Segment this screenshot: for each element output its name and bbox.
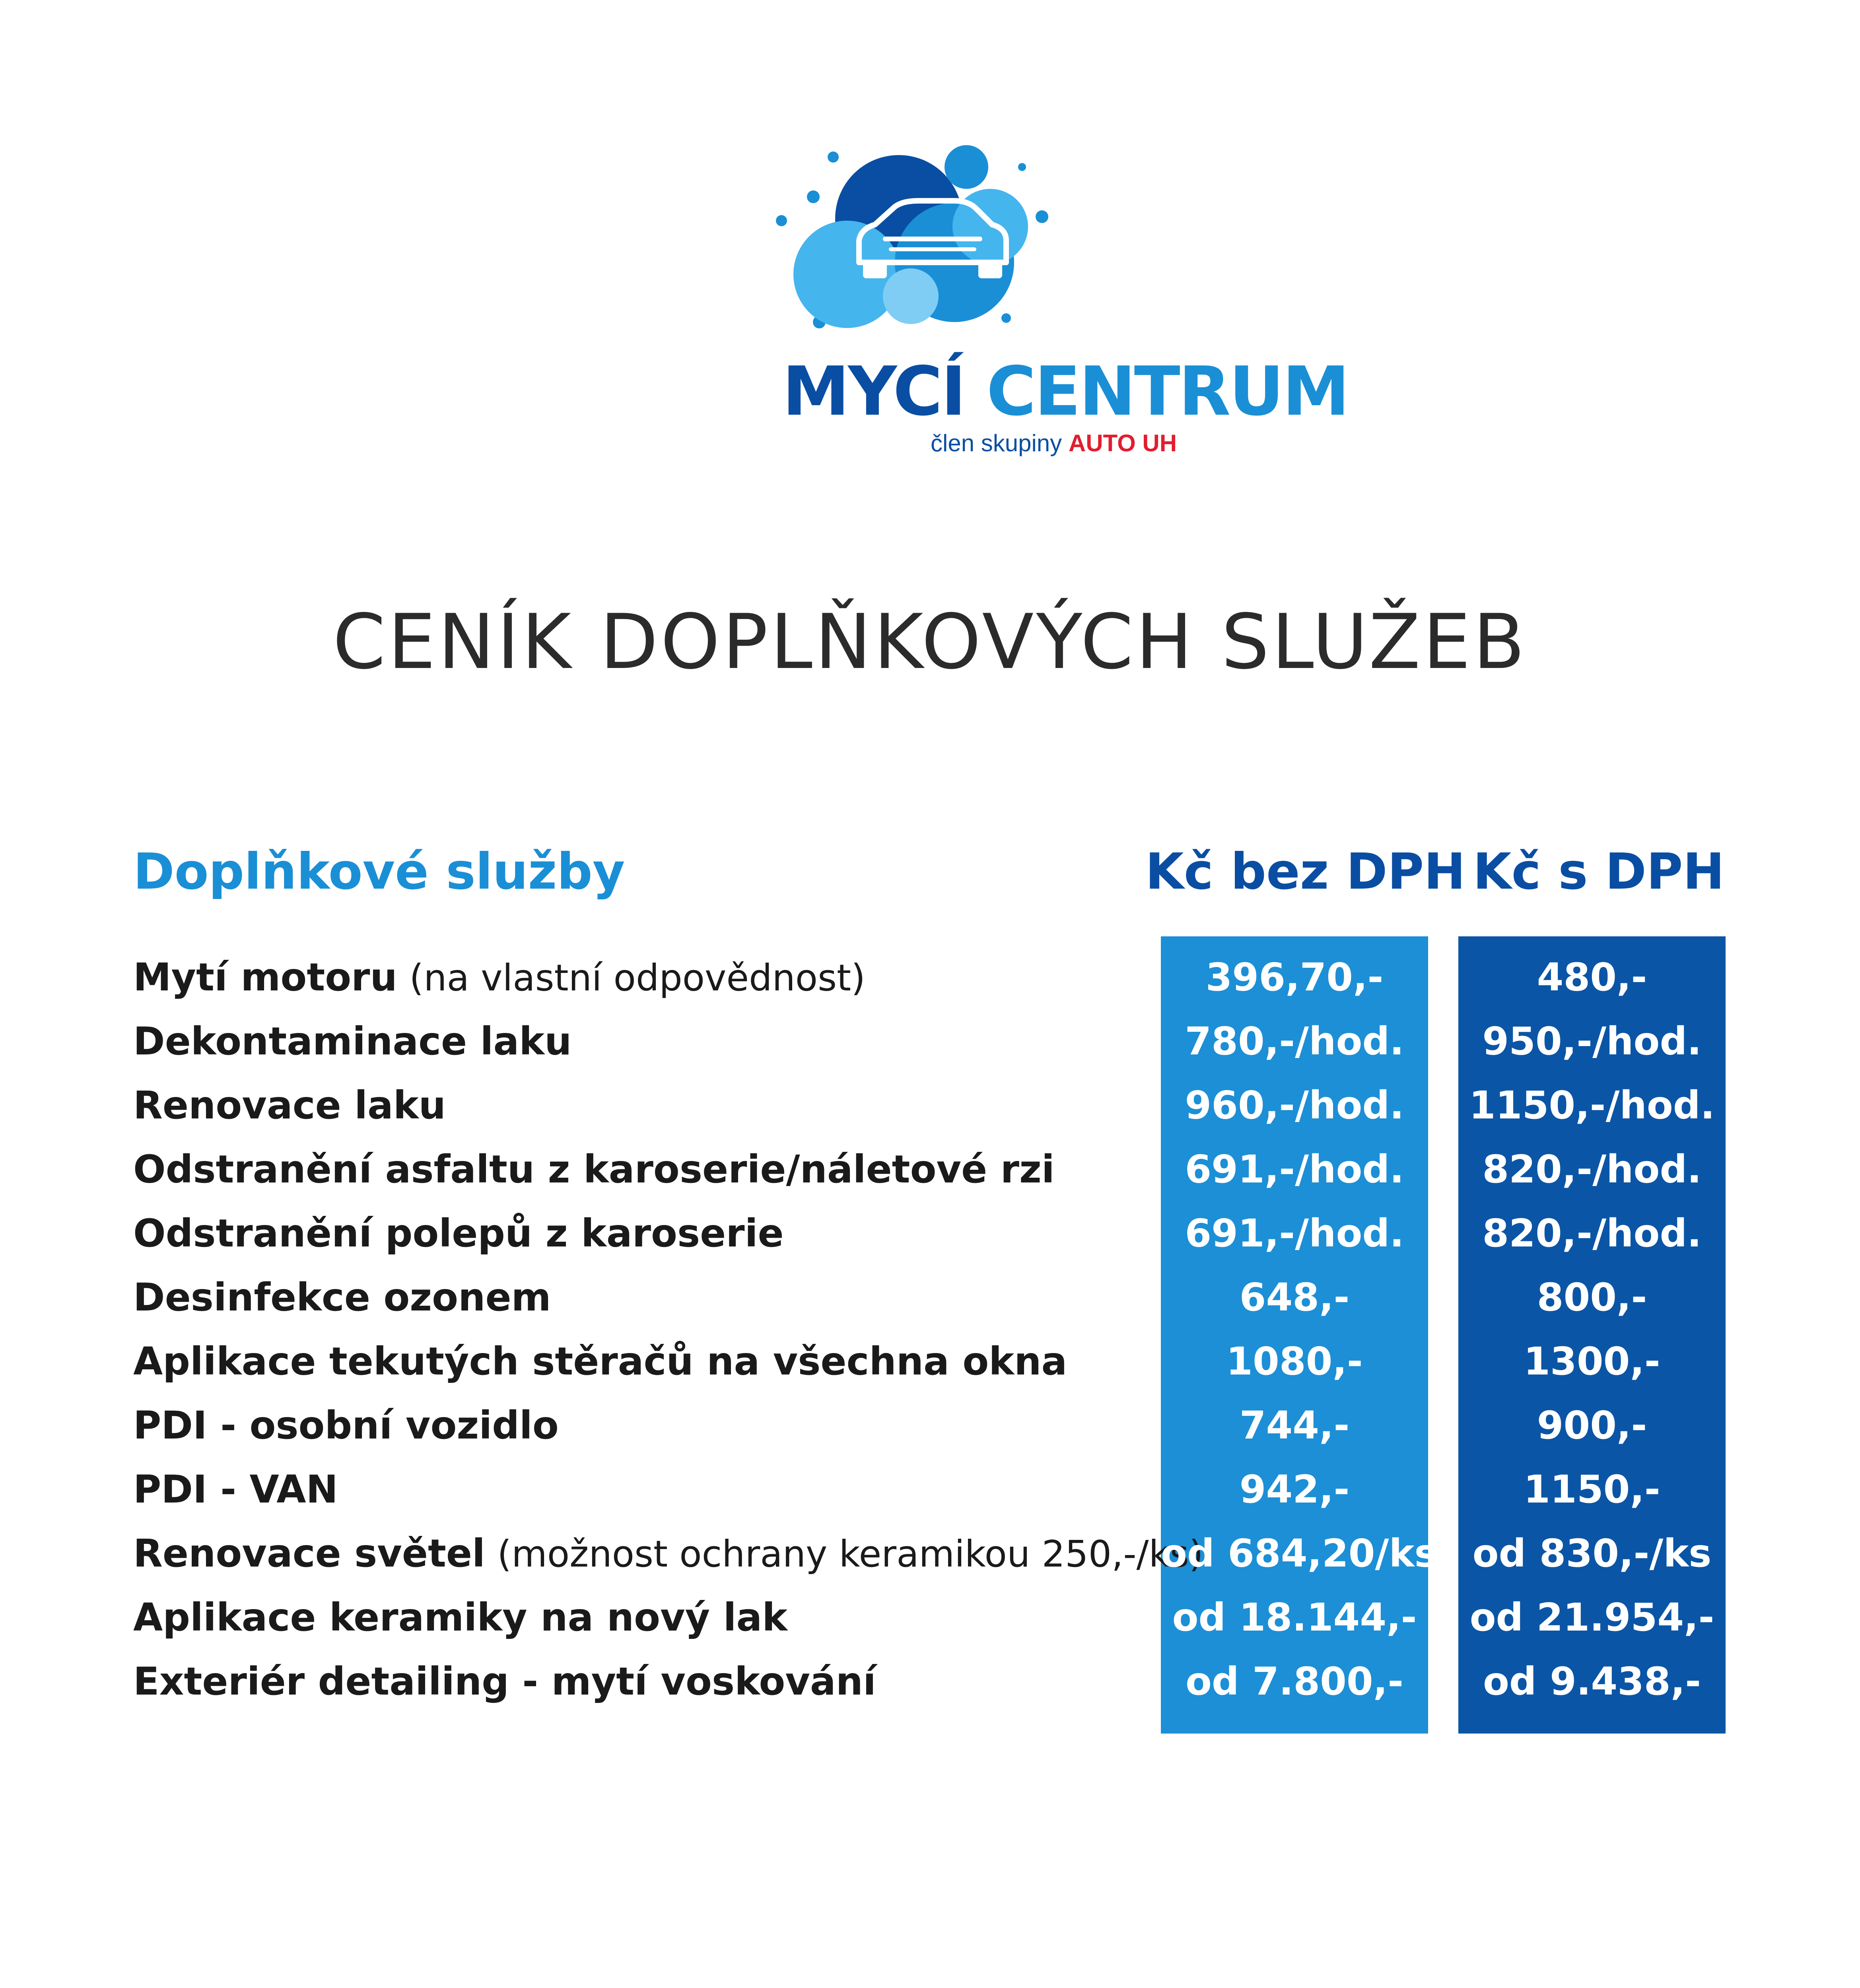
service-label (133, 955, 865, 1000)
service-name: Exteriér detailing - mytí voskování (133, 1659, 876, 1704)
price-table (0, 955, 1860, 1726)
table-row (0, 1211, 1860, 1278)
service-label (133, 1147, 1055, 1192)
price-gross: 900,- (1537, 1403, 1647, 1448)
service-label (133, 1467, 338, 1512)
price-net: od 7.800,- (1185, 1659, 1404, 1704)
brand-name-part2: CENTRUM (986, 352, 1348, 431)
table-row (0, 1339, 1860, 1406)
price-gross: 820,-/hod. (1482, 1147, 1702, 1192)
price-gross: od 9.438,- (1483, 1659, 1701, 1704)
service-name: Odstranění polepů z karoserie (133, 1211, 784, 1256)
table-row (0, 1019, 1860, 1086)
table-row (0, 1403, 1860, 1470)
service-name: PDI - osobní vozidlo (133, 1403, 559, 1448)
brand-subtitle-prefix: člen skupiny (931, 430, 1062, 456)
service-label (133, 1339, 1067, 1384)
brand-name (0, 352, 1860, 431)
price-gross: 480,- (1537, 955, 1647, 1000)
service-label (133, 1659, 876, 1704)
service-label (133, 1531, 1203, 1576)
service-name: Odstranění asfaltu z karoserie/náletové rzi (133, 1147, 1055, 1192)
price-net: 691,-/hod. (1185, 1211, 1404, 1256)
brand-subtitle-brand: AUTO UH (1068, 430, 1177, 456)
price-net: 1080,- (1226, 1339, 1363, 1384)
price-net: od 18.144,- (1172, 1595, 1417, 1640)
price-gross: 1300,- (1524, 1339, 1660, 1384)
column-header-net: Kč bez DPH (1145, 843, 1465, 901)
table-row (0, 1595, 1860, 1662)
service-name: Renovace světel (133, 1531, 485, 1576)
table-row (0, 955, 1860, 1022)
service-label (133, 1019, 572, 1064)
service-name: Aplikace tekutých stěračů na všechna okna (133, 1339, 1067, 1384)
service-label (133, 1595, 788, 1640)
service-label (133, 1403, 559, 1448)
column-header-gross: Kč s DPH (1473, 843, 1725, 901)
service-note: (možnost ochrany keramikou 250,-/ks) (497, 1533, 1203, 1575)
price-gross: od 830,-/ks (1472, 1531, 1712, 1576)
price-gross: 800,- (1537, 1275, 1647, 1320)
price-net: 942,- (1239, 1467, 1350, 1512)
service-name: Dekontaminace laku (133, 1019, 572, 1064)
price-net: 960,-/hod. (1185, 1083, 1404, 1128)
service-label (133, 1083, 446, 1128)
price-gross: 820,-/hod. (1482, 1211, 1702, 1256)
service-name: Renovace laku (133, 1083, 446, 1128)
brand-subtitle (931, 431, 1209, 455)
price-gross: od 21.954,- (1469, 1595, 1714, 1640)
table-row (0, 1275, 1860, 1342)
table-row (0, 1531, 1860, 1598)
page-title: CENÍK DOPLŇKOVÝCH SLUŽEB (332, 598, 1528, 686)
price-net: 396,70,- (1205, 955, 1384, 1000)
section-heading: Doplňkové služby (133, 843, 625, 901)
service-name: Aplikace keramiky na nový lak (133, 1595, 788, 1640)
price-net: od 684,20/ks (1161, 1531, 1437, 1576)
price-gross: 1150,- (1524, 1467, 1660, 1512)
service-name: Mytí motoru (133, 955, 397, 1000)
table-row (0, 1083, 1860, 1150)
table-row (0, 1467, 1860, 1534)
service-name: Desinfekce ozonem (133, 1275, 551, 1320)
price-net: 780,-/hod. (1185, 1019, 1404, 1064)
price-gross: 1150,-/hod. (1469, 1083, 1715, 1128)
car-wash-logo-icon (768, 143, 1074, 330)
table-row (0, 1659, 1860, 1726)
table-row (0, 1147, 1860, 1214)
service-name: PDI - VAN (133, 1467, 338, 1512)
price-gross: 950,-/hod. (1482, 1019, 1702, 1064)
service-label (133, 1275, 551, 1320)
price-net: 648,- (1239, 1275, 1350, 1320)
price-net: 744,- (1239, 1403, 1350, 1448)
price-net: 691,-/hod. (1185, 1147, 1404, 1192)
brand-name-part1: MYCÍ (782, 352, 965, 431)
service-note: (na vlastní odpovědnost) (409, 957, 865, 999)
service-label (133, 1211, 784, 1256)
